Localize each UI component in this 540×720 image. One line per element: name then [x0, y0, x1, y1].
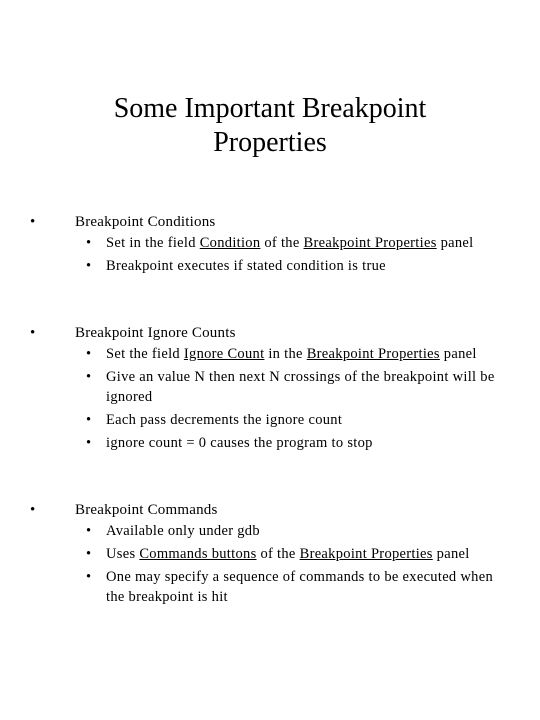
section-heading-text: Breakpoint Commands [75, 502, 218, 518]
section-heading [30, 322, 510, 344]
bullet-icon: • [30, 325, 36, 341]
item-text: panel [439, 346, 477, 362]
field-name-condition: Condition [199, 235, 261, 251]
sub-list [30, 233, 510, 276]
item-text: panel [432, 546, 470, 562]
bullet-icon: • [86, 235, 92, 251]
item-text: Each pass decrements the ignore count [106, 412, 343, 428]
section-heading [30, 499, 510, 521]
list-item [30, 410, 510, 430]
bullet-icon: • [86, 258, 92, 274]
sub-list [30, 344, 510, 453]
bullet-icon: • [86, 435, 92, 451]
item-text: Breakpoint executes if stated condition is true [106, 258, 386, 274]
bullet-icon: • [86, 412, 92, 428]
section-breakpoint-ignore-counts [30, 322, 510, 456]
list-item [30, 233, 510, 253]
title-line-1: Some Important Breakpoint [113, 93, 427, 124]
panel-name-breakpoint-properties: Breakpoint Properties [306, 346, 440, 362]
item-text: One may specify a sequence of commands to be executed when the breakpoint is hit [106, 569, 494, 605]
title-line-2: Properties [213, 127, 327, 158]
list-item [30, 367, 510, 407]
bullet-icon: • [86, 346, 92, 362]
bullet-icon: • [86, 369, 92, 385]
list-item [30, 544, 510, 564]
sub-list [30, 521, 510, 607]
list-item [30, 344, 510, 364]
section-breakpoint-conditions [30, 211, 510, 279]
panel-name-breakpoint-properties: Breakpoint Properties [303, 235, 437, 251]
item-text: in the [264, 346, 307, 362]
bullet-icon: • [86, 523, 92, 539]
list-item [30, 256, 510, 276]
section-heading-text: Breakpoint Conditions [75, 214, 216, 230]
item-text: ignore count = 0 causes the program to stop [106, 435, 373, 451]
item-text: Give an value N then next N crossings of the breakpoint will be ignored [106, 369, 495, 405]
commands-buttons: Commands buttons [139, 546, 257, 562]
item-text: Available only under gdb [106, 523, 260, 539]
section-breakpoint-commands [30, 499, 510, 610]
bullet-icon: • [30, 502, 36, 518]
section-heading-text: Breakpoint Ignore Counts [75, 325, 236, 341]
item-text: Uses [106, 546, 140, 562]
section-heading [30, 211, 510, 233]
panel-name-breakpoint-properties: Breakpoint Properties [299, 546, 433, 562]
bullet-icon: • [86, 546, 92, 562]
list-item [30, 567, 510, 607]
field-name-ignore-count: Ignore Count [183, 346, 265, 362]
bullet-icon: • [30, 214, 36, 230]
bullet-icon: • [86, 569, 92, 585]
item-text: of the [256, 546, 300, 562]
page-title [0, 92, 540, 160]
item-text: Set in the field [106, 235, 200, 251]
list-item [30, 521, 510, 541]
list-item [30, 433, 510, 453]
item-text: of the [260, 235, 304, 251]
item-text: Set the field [106, 346, 184, 362]
item-text: panel [436, 235, 474, 251]
